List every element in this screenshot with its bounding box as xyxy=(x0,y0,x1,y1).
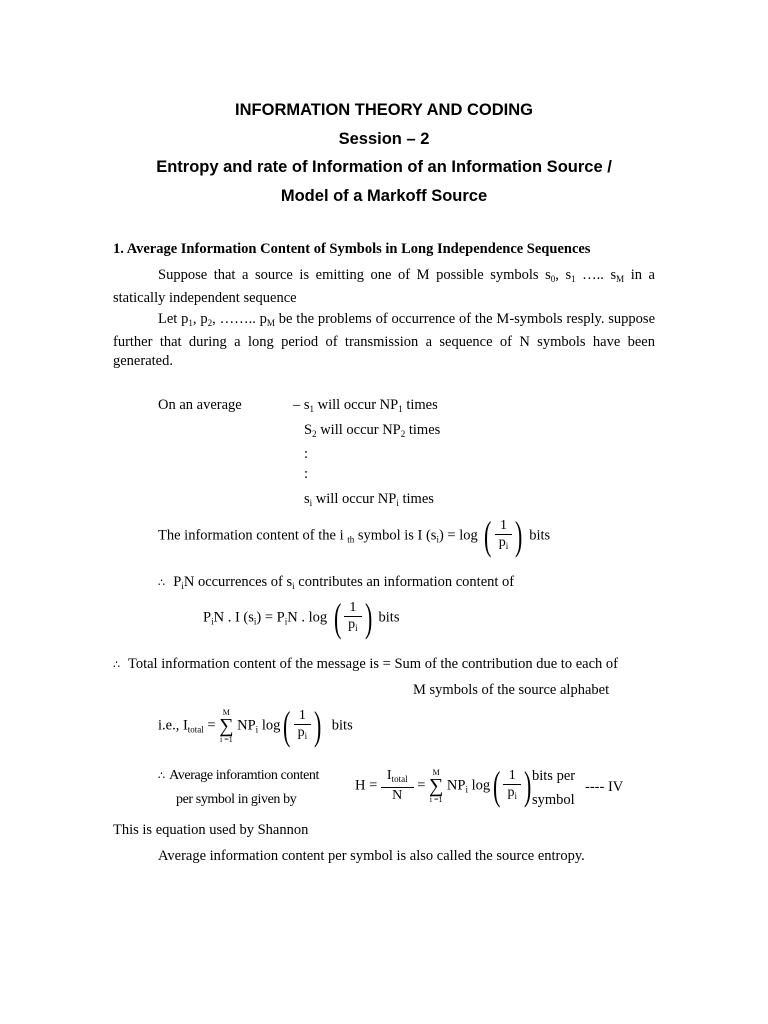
total-statement-line-2: M symbols of the source alphabet xyxy=(413,682,610,698)
fraction-one-over-pi: $\frac{1}{p_i}$ xyxy=(344,600,362,636)
right-paren-icon: ) xyxy=(515,513,523,558)
occurrence-line-2: $S_2$ will occur $NP_2$ times xyxy=(304,422,441,439)
occurrence-line-1: – $s_1$ will occur $NP_1$ times xyxy=(293,397,438,414)
equation-info-content: The information content of the i $_{th}$ symbol is I $(s_i) = \log$ ( $\frac{1}{p_i}$ ) bits xyxy=(158,513,551,558)
document-title: INFORMATION THEORY AND CODING xyxy=(235,101,533,119)
fraction-one-over-pi: $\frac{1}{p_i}$ xyxy=(294,708,312,744)
subtitle-line-1: Entropy and rate of Information of an Information Source / xyxy=(156,158,612,176)
therefore-icon: ∴ xyxy=(113,659,121,671)
equation-total-information: i.e., $I_{total}$ = M ∑ i =1 $NP_i$ log( $\frac{1}{p_i}$ ) bits xyxy=(158,703,353,748)
left-paren-icon: ( xyxy=(493,763,501,808)
section-heading: 1. Average Information Content of Symbols in Long Independence Sequences xyxy=(113,241,591,257)
right-paren-icon: ) xyxy=(364,595,372,640)
entropy-label-line-1: ∴ Average inforamtion content xyxy=(158,768,319,783)
therefore-icon: ∴ xyxy=(158,577,166,589)
occurrences-statement: ∴ $P_iN$ occurrences of $s_i$ contributes an information content of xyxy=(158,574,515,591)
paragraph-probabilities: Let $p_1$, $p_2$, …….. $p_M$ be the problems of occurrence of the M-symbols resply. suppose further that during a long period of transmission a sequence of N symbols have been generated. xyxy=(113,311,656,369)
entropy-label-line-2: per symbol in given by xyxy=(176,792,297,807)
left-paren-icon: ( xyxy=(484,513,492,558)
equation-pin-content: $P_iN$ . I $(s_i) = P_iN$ . log ( $\frac{1}{p_i}$ ) bits xyxy=(203,595,400,640)
summation-icon: M ∑ i =1 xyxy=(429,768,444,804)
entropy-unit-line-1: bits per xyxy=(532,768,576,784)
fraction-itotal-over-n: $\frac{I_{total}}{N}$ xyxy=(381,768,414,804)
session-label: Session – 2 xyxy=(338,130,430,148)
therefore-icon: ∴ xyxy=(158,770,166,782)
equation-entropy: H = $\frac{I_{total}}{N}$ = M ∑ i =1 $NP_i$ log( $\frac{1}{p_i}$ ) xyxy=(355,763,532,808)
entropy-unit-line-2: symbol xyxy=(532,792,575,808)
shannon-note: This is equation used by Shannon xyxy=(113,822,309,838)
fraction-one-over-pi: $\frac{1}{p_i}$ xyxy=(495,518,513,554)
paragraph-source-symbols: Suppose that a source is emitting one of M possible symbols $s_0$, $s_1$ ….. $s_M$ in a statically independent sequence xyxy=(113,267,655,306)
subtitle-line-2: Model of a Markoff Source xyxy=(280,187,488,205)
fraction-one-over-pi: $\frac{1}{p_i}$ xyxy=(503,768,521,804)
average-label: On an average xyxy=(158,397,242,413)
occurrence-line-i: $s_i$ will occur $NP_i$ times xyxy=(304,491,434,508)
right-paren-icon: ) xyxy=(314,703,322,748)
ellipsis-dots-1: : xyxy=(304,446,309,462)
equation-number: ---- IV xyxy=(585,779,624,795)
left-paren-icon: ( xyxy=(333,595,342,640)
right-paren-icon: ) xyxy=(523,763,532,808)
left-paren-icon: ( xyxy=(283,703,291,748)
entropy-note: Average information content per symbol is also called the source entropy. xyxy=(158,848,585,864)
total-statement-line-1: ∴ Total information content of the message is = Sum of the contribution due to each of xyxy=(113,656,618,672)
summation-icon: M ∑ i =1 xyxy=(219,708,234,744)
ellipsis-dots-2: : xyxy=(304,466,309,482)
